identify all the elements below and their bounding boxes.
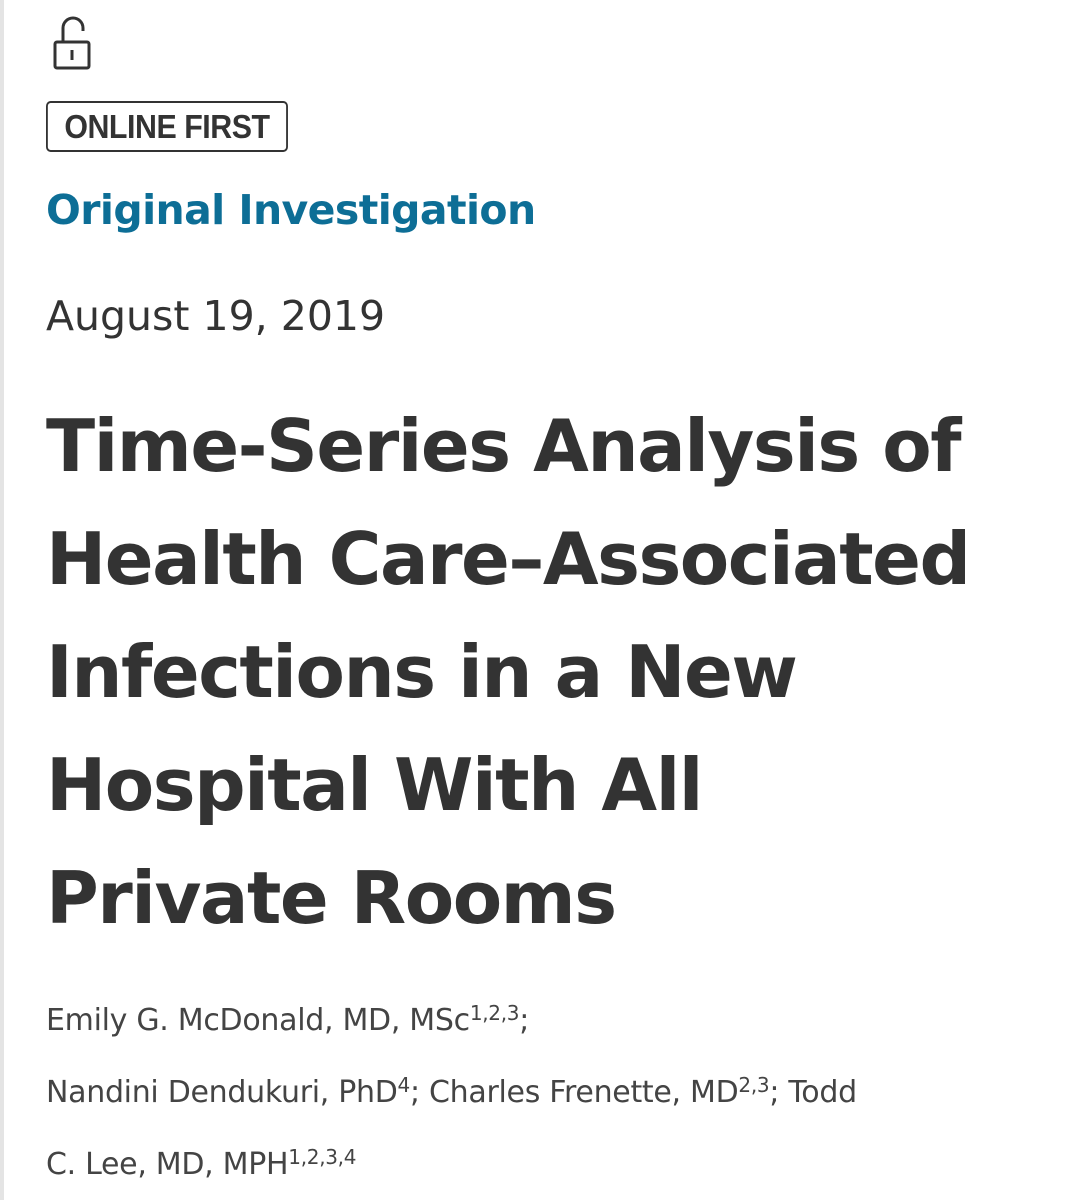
affiliation-superscript[interactable]: 4 <box>397 1073 410 1097</box>
title-line: Private Rooms <box>46 856 616 940</box>
publication-date: August 19, 2019 <box>46 292 386 340</box>
author-list <box>46 985 1046 1201</box>
online-first-badge: ONLINE FIRST <box>46 101 288 152</box>
title-line: Health Care–Associated <box>46 517 970 601</box>
affiliation-superscript[interactable]: 1,2,3 <box>469 1001 520 1025</box>
left-edge-rule <box>0 0 4 1200</box>
title-line: Hospital With All <box>46 743 702 827</box>
author-name[interactable]: Emily G. McDonald, MD, MSc <box>46 1003 470 1038</box>
author-name[interactable]: Charles Frenette, MD <box>429 1075 739 1110</box>
author-separator: ; Todd <box>769 1075 857 1110</box>
title-line: Infections in a New <box>46 630 797 714</box>
open-padlock-icon <box>50 12 96 72</box>
title-line: Time-Series Analysis of <box>46 404 961 488</box>
affiliation-superscript[interactable]: 2,3 <box>738 1073 770 1097</box>
author-name[interactable]: Nandini Dendukuri, PhD <box>46 1075 398 1110</box>
author-separator: ; <box>409 1075 430 1110</box>
author-line <box>46 985 1046 1057</box>
author-name[interactable]: C. Lee, MD, MPH <box>46 1147 289 1182</box>
author-separator: ; <box>519 1003 530 1038</box>
article-title <box>46 390 1056 955</box>
author-line <box>46 1129 1046 1201</box>
affiliation-superscript[interactable]: 1,2,3,4 <box>288 1145 357 1169</box>
article-type-label[interactable]: Original Investigation <box>46 186 536 234</box>
author-line <box>46 1057 1046 1129</box>
